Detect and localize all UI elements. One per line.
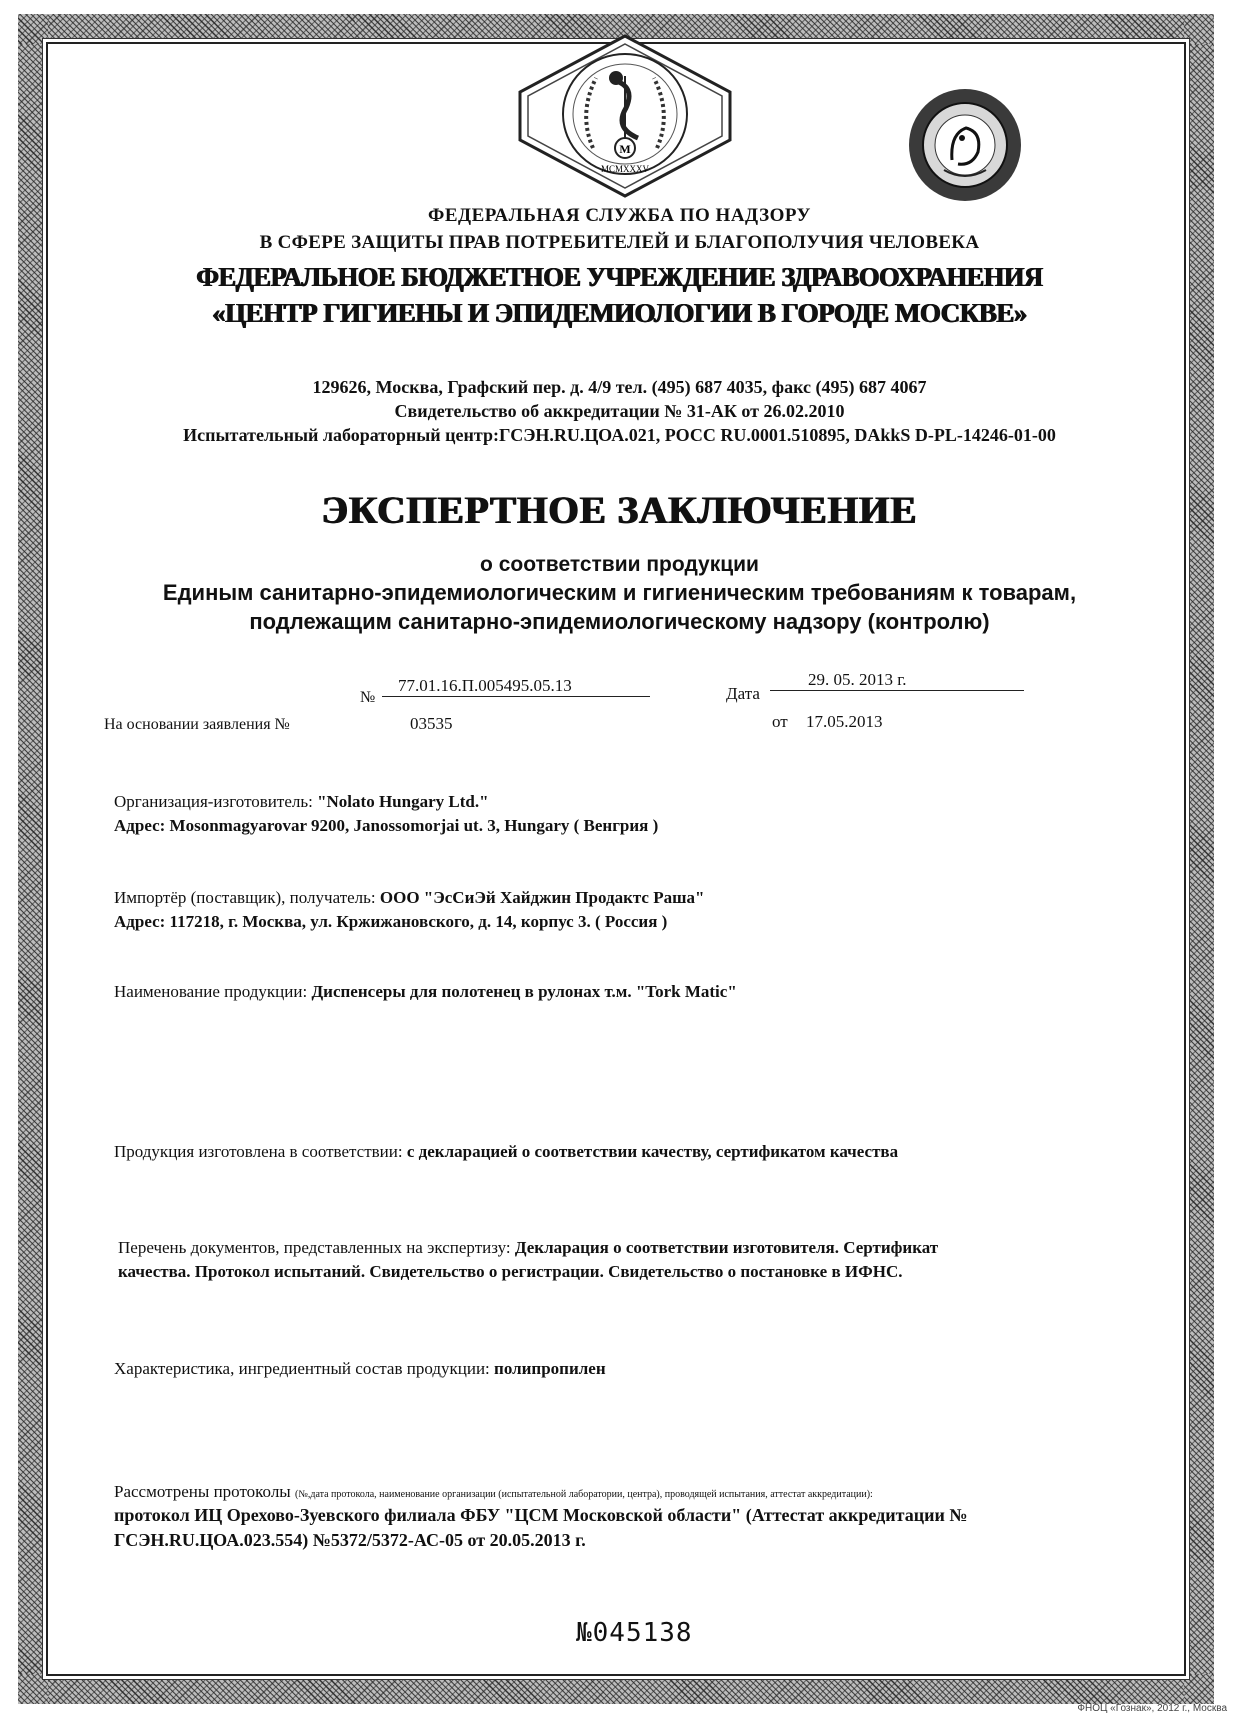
importer-address: 117218, г. Москва, ул. Кржижановского, д. 14, корпус 3. ( Россия )	[169, 912, 668, 931]
manufacturer-row	[114, 792, 489, 812]
subtitle-1: о соответствии продукции	[480, 553, 759, 576]
importer-address-label: Адрес:	[114, 912, 166, 931]
header-line-1: ФЕДЕРАЛЬНАЯ СЛУЖБА ПО НАДЗОРУ	[428, 205, 811, 226]
protocols-label: Рассмотрены протоколы	[114, 1482, 291, 1501]
protocols-row	[114, 1482, 873, 1502]
header-line-2: В СФЕРЕ ЗАЩИТЫ ПРАВ ПОТРЕБИТЕЛЕЙ И БЛАГОПОЛУЧИЯ ЧЕЛОВЕКА	[259, 232, 980, 253]
manufacturer-value: "Nolato Hungary Ltd."	[317, 792, 489, 811]
institution-address: 129626, Москва, Графский пер. д. 4/9 тел. (495) 687 4035, факс (495) 687 4067	[312, 377, 927, 397]
institution-name-2: «ЦЕНТР ГИГИЕНЫ И ЭПИДЕМИОЛОГИИ В ГОРОДЕ МОСКВЕ»	[212, 298, 1027, 328]
application-from-label: от	[772, 712, 788, 731]
institution-emblem	[498, 30, 752, 200]
documents-row	[118, 1238, 938, 1258]
accreditation-line: Свидетельство об аккредитации № 31-АК от 26.02.2010	[394, 401, 845, 421]
conclusion-number: 77.01.16.П.005495.05.13	[382, 676, 650, 697]
emblem-year: MCMXXXV	[600, 164, 650, 174]
composition-value: полипропилен	[494, 1359, 606, 1378]
document-title: ЭКСПЕРТНОЕ ЗАКЛЮЧЕНИЕ	[321, 489, 918, 532]
documents-label: Перечень документов, представленных на экспертизу:	[118, 1238, 511, 1257]
manufacturer-address-label: Адрес:	[114, 816, 166, 835]
manufacturer-label: Организация-изготовитель:	[114, 792, 313, 811]
product-value: Диспенсеры для полотенец в рулонах т.м. "Tork Matic"	[311, 982, 737, 1001]
institution-name: ФЕДЕРАЛЬНОЕ БЮДЖЕТНОЕ УЧРЕЖДЕНИЕ ЗДРАВООХРАНЕНИЯ	[196, 262, 1043, 292]
importer-label: Импортёр (поставщик), получатель:	[114, 888, 376, 907]
number-label: №	[360, 689, 376, 706]
compliance-label: Продукция изготовлена в соответствии:	[114, 1142, 403, 1161]
composition-row	[114, 1359, 606, 1379]
application-number: 03535	[410, 714, 453, 733]
subtitle-3: подлежащим санитарно-эпидемиологическому надзору (контролю)	[249, 609, 990, 634]
protocols-value-2: ГСЭН.RU.ЦОА.023.554) №5372/5372-АС-05 от 20.05.2013 г.	[114, 1530, 586, 1550]
composition-label: Характеристика, ингредиентный состав продукции:	[114, 1359, 490, 1378]
protocols-value-1: протокол ИЦ Орехово-Зуевского филиала ФБУ "ЦСМ Московской области" (Аттестат аккредитации №	[114, 1505, 968, 1525]
application-label: На основании заявления №	[104, 716, 290, 733]
compliance-value: с декларацией о соответствии качеству, сертификатом качества	[406, 1142, 899, 1161]
laboratory-line: Испытательный лабораторный центр:ГСЭН.RU.ЦОА.021, РОСС RU.0001.510895, DAkkS D-PL-14246-01-00	[183, 425, 1056, 445]
product-label: Наименование продукции:	[114, 982, 308, 1001]
importer-value: ООО "ЭсСиЭй Хайджин Продактс Раша"	[379, 888, 705, 907]
compliance-row	[114, 1142, 898, 1162]
importer-address-row	[114, 912, 667, 932]
manufacturer-address: Mosonmagyarovar 9200, Janossomorjai ut. 3, Hungary ( Венгрия )	[169, 816, 659, 835]
importer-row	[114, 888, 704, 908]
documents-value-2: качества. Протокол испытаний. Свидетельство о регистрации. Свидетельство о постановке в ИФНС.	[118, 1262, 903, 1281]
printer-footer: ФНОЦ «Гознак», 2012 г., Москва	[1077, 1703, 1227, 1714]
documents-value-1: Декларация о соответствии изготовителя. Сертификат	[514, 1238, 939, 1257]
date-label: Дата	[726, 684, 760, 703]
serial-number: №045138	[576, 1618, 693, 1648]
conclusion-date: 29. 05. 2013 г.	[770, 670, 1024, 691]
product-row	[114, 982, 737, 1002]
protocols-hint: (№,дата протокола, наименование организации (испытательной лаборатории, центра), проводящей испытания, аттестат аккредитации):	[294, 1489, 873, 1500]
manufacturer-address-row	[114, 816, 658, 836]
round-seal-icon	[906, 86, 1024, 204]
svg-text:M: M	[619, 142, 631, 156]
application-date: 17.05.2013	[806, 712, 883, 731]
subtitle-2: Единым санитарно-эпидемиологическим и гигиеническим требованиям к товарам,	[162, 580, 1077, 605]
